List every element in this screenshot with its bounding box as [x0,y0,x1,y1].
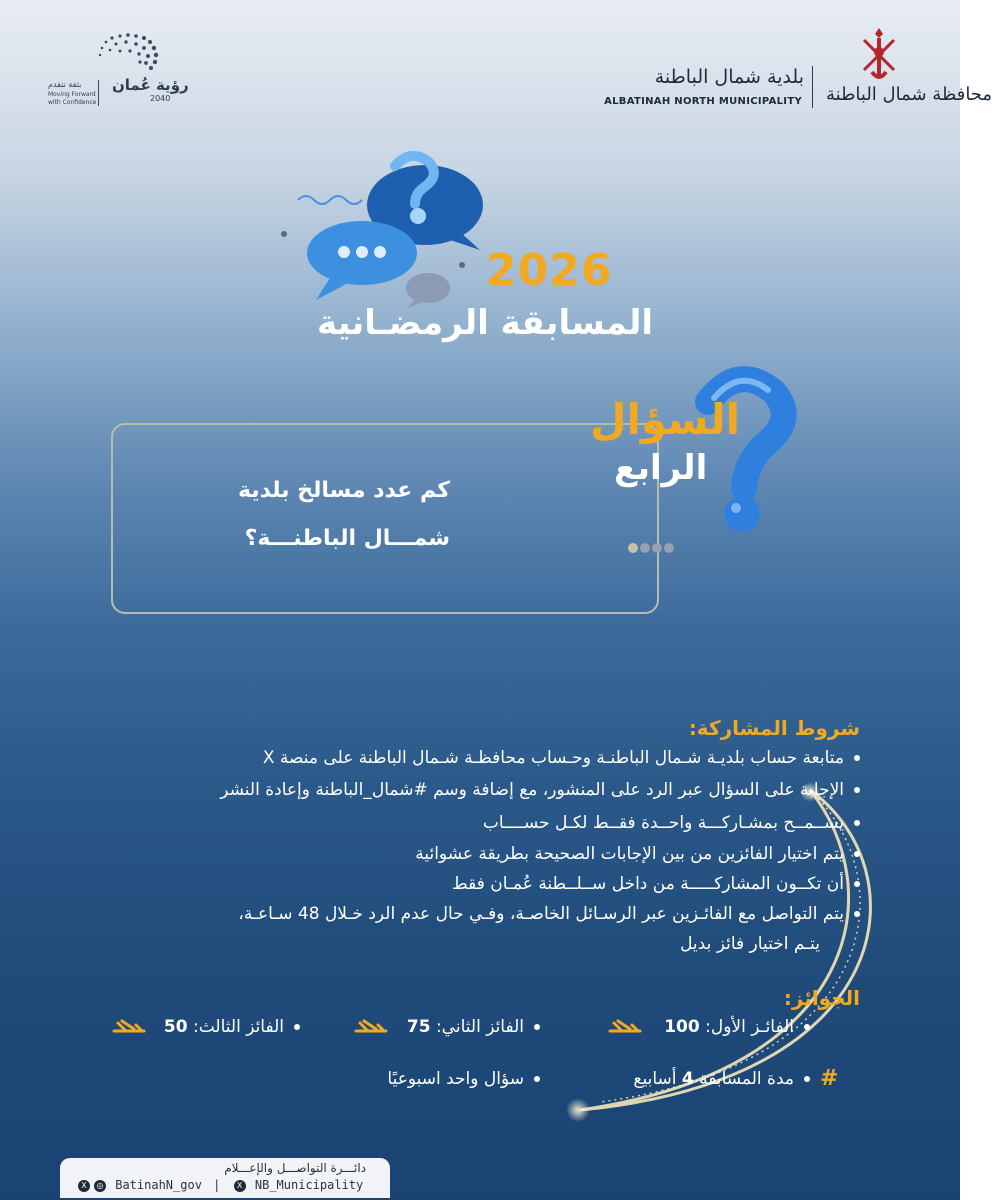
prize-second [407,1017,540,1037]
prize-third-label: الفائز الثالث: [192,1017,284,1037]
prize-third-value: 50 [163,1017,188,1037]
term-item [238,904,860,924]
vision-name: رؤية عُمان [112,76,189,94]
term-text: يتم اختيار الفائزين من بين الإجابات الصحيحة بطريقة عشوائية [415,844,844,864]
prize-second-value: 75 [406,1017,431,1037]
prize-second-label: الفائز الثاني: [435,1017,524,1037]
term-item [220,780,860,800]
bullet [854,851,860,857]
bullet [854,911,860,917]
prize-first-label: الفائـز الأول: [705,1017,794,1037]
bullet [854,787,860,793]
prizes-title: الجوائز: [783,986,860,1010]
omani-rial-icon [112,1019,146,1035]
bullet [854,881,860,887]
bullet [804,1024,810,1030]
duration-value: 4 [681,1069,694,1089]
instagram-icon: ◎ [94,1180,106,1192]
contest-year: 2026 [486,245,613,296]
term-item-continued: يتـم اختيار فائز بديل [680,934,820,954]
frequency-text: سؤال واحد اسبوعيًا [387,1069,524,1089]
question-box [111,423,659,614]
prize-first-value: 100 [664,1017,700,1037]
term-text: متابعة حساب بلديـة شـمال الباطنـة وحـساب محافظـة شـمال الباطنة على منصة X [262,748,844,768]
question-text-line-2: شمـــال الباطنـــة؟ [244,526,450,551]
bullet [854,755,860,761]
header-divider [812,66,813,108]
contest-duration [633,1069,810,1089]
municipality-name-ar: بلدية شمال الباطنة [654,66,804,88]
dot-4 [664,543,674,553]
oman-vision-2040-logo [40,30,210,110]
omani-rial-icon [354,1019,388,1035]
municipality-name-en: ALBATINAH NORTH MUNICIPALITY [604,96,802,107]
term-item [483,813,860,833]
vision-tagline-en-1: Moving Forward [48,91,96,98]
vision-tagline-en-2: with Confidence [48,99,97,106]
handle-batinahn-gov[interactable]: BatinahN_gov [115,1178,202,1192]
pagination-dots [628,538,676,557]
question-text-line-1: كم عدد مسالخ بلدية [238,478,450,503]
vision-year: 2040 [150,94,171,103]
vision-tagline-ar: بثقة نتقدم [48,80,82,89]
bullet [534,1024,540,1030]
bullet [854,820,860,826]
x-icon: X [234,1180,246,1192]
term-item [452,874,860,894]
bullet [804,1076,810,1082]
term-text: يســمــح بمشـاركـــة واحــدة فقــط لكـل حســــاب [482,813,844,833]
vision-logo-divider [98,80,99,106]
duration-unit: أسابيع [633,1069,677,1089]
term-item [415,844,860,864]
term-text: الإجابة على السؤال عبر الرد على المنشور، مع إضافة وسم #شمال_الباطنة وإعادة النشر [220,780,844,800]
term-text: أن تكــون المشاركـــــة من داخل ســلــطنة عُمـان فقط [452,874,844,894]
term-item [263,748,860,768]
department-name: دائـــرة التواصـــل والإعـــلام [224,1161,366,1175]
question-label: السؤال [590,395,741,444]
prize-first [664,1017,810,1037]
dot-2 [640,543,650,553]
x-icon: X [78,1180,90,1192]
oman-emblem-icon [858,26,900,82]
footer-bar [60,1158,390,1198]
hashtag-icon: # [820,1066,839,1091]
duration-label: مدة المسابقة [699,1069,794,1089]
term-text: يتم التواصل مع الفائـزين عبر الرسـائل الخاصـة، وفـي حال عدم الرد خـلال 48 سـاعـة، [238,904,844,924]
handle-nb-municipality[interactable]: NB_Municipality [254,1178,364,1192]
contest-title: المسابقة الرمضـانية [316,303,654,343]
prize-third [164,1017,300,1037]
terms-title: شروط المشاركة: [688,716,860,740]
dot-3 [652,543,662,553]
bullet [294,1024,300,1030]
separator: | [213,1178,221,1192]
social-handles [76,1178,363,1192]
governorate-name-ar: محافظة شمال الباطنة [826,84,992,105]
bullet [534,1076,540,1082]
contest-frequency [387,1069,540,1089]
omani-rial-icon [608,1019,642,1035]
question-ordinal: الرابع [614,448,708,488]
chat-bubbles-illustration [280,140,510,310]
dot-1 [628,543,638,553]
